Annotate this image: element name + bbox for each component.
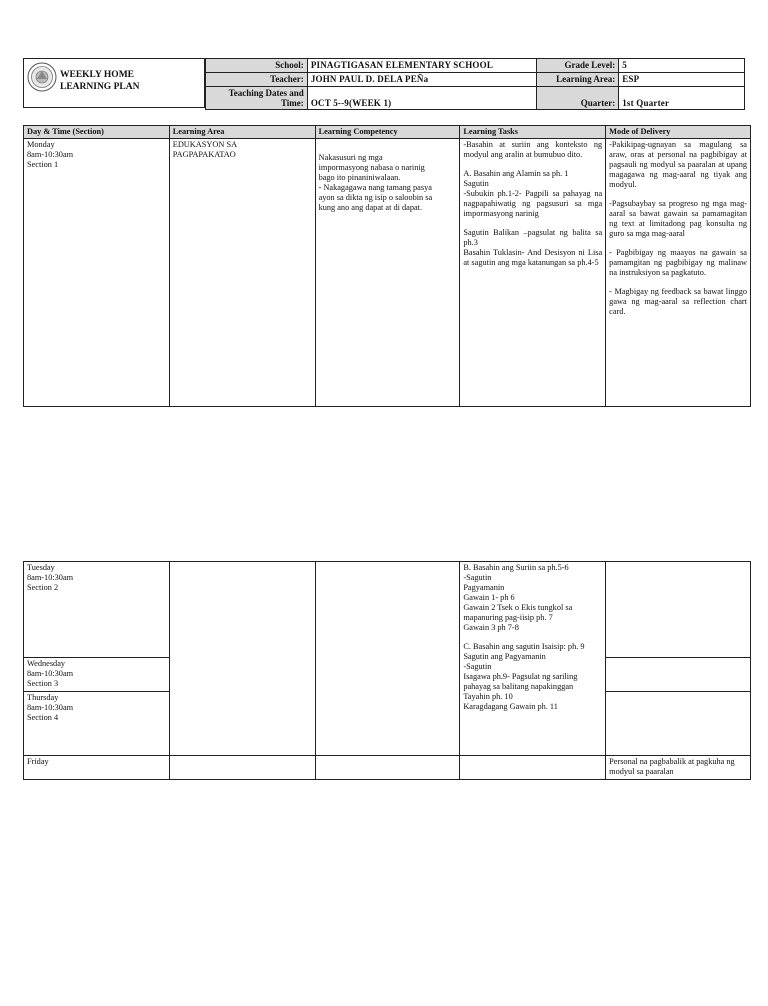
learning-tasks-cell-empty [460, 756, 606, 780]
task-text: C. Basahin ang sagutin Isaisip: ph. 9 [463, 642, 585, 651]
column-header-area: Learning Area [169, 126, 315, 139]
title-line-2: LEARNING PLAN [60, 82, 140, 92]
task-text: Sagutin ang Pagyamanin [463, 652, 546, 661]
header-info-table [205, 58, 745, 110]
learning-area-cell [169, 139, 315, 407]
day-cell-monday [24, 139, 170, 407]
quarter-label: Quarter: [537, 87, 619, 110]
friday-delivery-cell: Personal na pagbabalik at pagkuha ng modyul sa paaralan [606, 756, 751, 780]
day-time: 8am-10:30am [27, 703, 74, 712]
table-header-row [24, 126, 751, 139]
learning-area-line-1: EDUKASYON SA [172, 140, 238, 149]
task-text: Isagawa ph.9- Pagsulat ng sariling pahayag sa balitang napakinggan [463, 672, 578, 691]
grade-level-value: 5 [619, 59, 745, 73]
teaching-dates-label [206, 87, 308, 110]
delivery-text: -Pakikipag-ugnayan sa magulang sa araw, oras at personal na pagbibigay at pagsauli ng modyul sa paaralan at upang magagawa ng mag-aaral ng tiyak ang modyul. [609, 140, 747, 189]
task-text: Basahin Tuklasin- And Desisyon ni Lisa at sagutin ang mga katanungan sa ph.4-5 [463, 248, 603, 267]
task-text: Pagyamanin [463, 583, 505, 592]
day-name: Tuesday [27, 563, 55, 572]
table-row [24, 139, 751, 407]
task-text: Tayahin ph. 10 [463, 692, 513, 701]
title-line-1: WEEKLY HOME [60, 70, 134, 80]
delivery-text: - Magbigay ng feedback sa bawat linggo gawa ng mag-aaral sa reflection chart card. [609, 287, 747, 316]
table-row [24, 562, 751, 658]
competency-line-3: bago ito pinaniniwalaan. [318, 173, 401, 182]
delivery-text: -Pagsubaybay sa progreso ng mga mag-aaral sa bawat gawain sa pamamagitan ng text at limitadong pag konsulta ng guro sa mga mag-aaral [609, 199, 747, 238]
task-text: Sagutin Balikan –pagsulat ng balita sa ph.3 [463, 228, 603, 247]
delivery-cell-empty [606, 658, 751, 692]
delivery-cell-empty [606, 692, 751, 756]
weekly-plan-table [23, 125, 751, 407]
day-section: Section 4 [27, 713, 59, 722]
deped-seal-icon [27, 62, 57, 92]
teacher-label: Teacher: [206, 73, 308, 87]
grade-level-label: Grade Level: [537, 59, 619, 73]
weekly-plan-table-continued [23, 561, 751, 780]
teacher-value: JOHN PAUL D. DELA PEÑa [307, 73, 537, 87]
day-cell-wednesday [24, 658, 170, 692]
competency-cell [315, 139, 460, 407]
competency-cell-empty [315, 756, 460, 780]
learning-area-line-2: PAGPAPAKATAO [172, 150, 236, 159]
school-label: School: [206, 59, 308, 73]
competency-line-6: kung ano ang dapat at di dapat. [318, 203, 423, 212]
day-time: 8am-10:30am [27, 573, 74, 582]
delivery-cell-empty [606, 562, 751, 658]
day-time: 8am-10:30am [27, 150, 74, 159]
day-name: Monday [27, 140, 55, 149]
quarter-value: 1st Quarter [619, 87, 745, 110]
day-cell-friday: Friday [24, 756, 170, 780]
day-time: 8am-10:30am [27, 669, 74, 678]
table-row [24, 756, 751, 780]
task-text: -Subukin ph.1-2- Pagpili sa pahayag na nagpapahiwatig ng pagsusuri sa mga impormasyong narinig [463, 189, 603, 218]
mode-of-delivery-cell [606, 139, 751, 407]
task-text: Gawain 1- ph 6 [463, 593, 515, 602]
day-cell-tuesday [24, 562, 170, 658]
task-text: Gawain 3 ph 7-8 [463, 623, 519, 632]
day-name: Thursday [27, 693, 59, 702]
learning-area-label: Learning Area: [537, 73, 619, 87]
task-text: Gawain 2 Tsek o Ekis tungkol sa mapanuring pag-iisip ph. 7 [463, 603, 573, 622]
teaching-dates-label-line-2: Time: [280, 98, 304, 108]
day-name: Wednesday [27, 659, 66, 668]
task-text: -Basahin at suriin ang konteksto ng modyul ang aralin at bumubuo dito. [463, 140, 603, 159]
school-value: PINAGTIGASAN ELEMENTARY SCHOOL [307, 59, 537, 73]
column-header-day: Day & Time (Section) [24, 126, 170, 139]
competency-line-5: ayon sa dikta ng isip o saloobin sa [318, 193, 433, 202]
task-text: Karagdagang Gawain ph. 11 [463, 702, 558, 711]
task-text: -Sagutin [463, 662, 492, 671]
learning-tasks-cell [460, 139, 606, 407]
column-header-competency: Learning Competency [315, 126, 460, 139]
day-cell-thursday [24, 692, 170, 756]
learning-area-value: ESP [619, 73, 745, 87]
title-box [23, 58, 205, 108]
task-text: A. Basahin ang Alamin sa ph. 1 [463, 169, 569, 178]
day-section: Section 3 [27, 679, 59, 688]
day-section: Section 1 [27, 160, 59, 169]
learning-area-cell-empty [169, 562, 315, 756]
teaching-dates-label-line-1: Teaching Dates and [228, 88, 304, 98]
plan-title [60, 69, 139, 93]
competency-line-4: - Nakagagawa nang tamang pasya [318, 183, 432, 192]
column-header-tasks: Learning Tasks [460, 126, 606, 139]
task-text: Sagutin [463, 179, 489, 188]
competency-line-1: Nakasusuri ng mga [318, 153, 383, 162]
day-section: Section 2 [27, 583, 59, 592]
task-text: -Sagutin [463, 573, 492, 582]
competency-line-2: impormasyong nabasa o narinig [318, 163, 425, 172]
competency-cell-empty [315, 562, 460, 756]
learning-area-cell-empty [169, 756, 315, 780]
teaching-dates-value: OCT 5--9(WEEK 1) [307, 87, 537, 110]
column-header-delivery: Mode of Delivery [606, 126, 751, 139]
task-text: B. Basahin ang Suriin sa ph.5-6 [463, 563, 569, 572]
learning-tasks-cell [460, 562, 606, 756]
delivery-text: - Pagbibigay ng maayos na gawain sa pamamgitan ng pagbibigay ng malinaw na instruksiyon sa pagkatuto. [609, 248, 747, 277]
